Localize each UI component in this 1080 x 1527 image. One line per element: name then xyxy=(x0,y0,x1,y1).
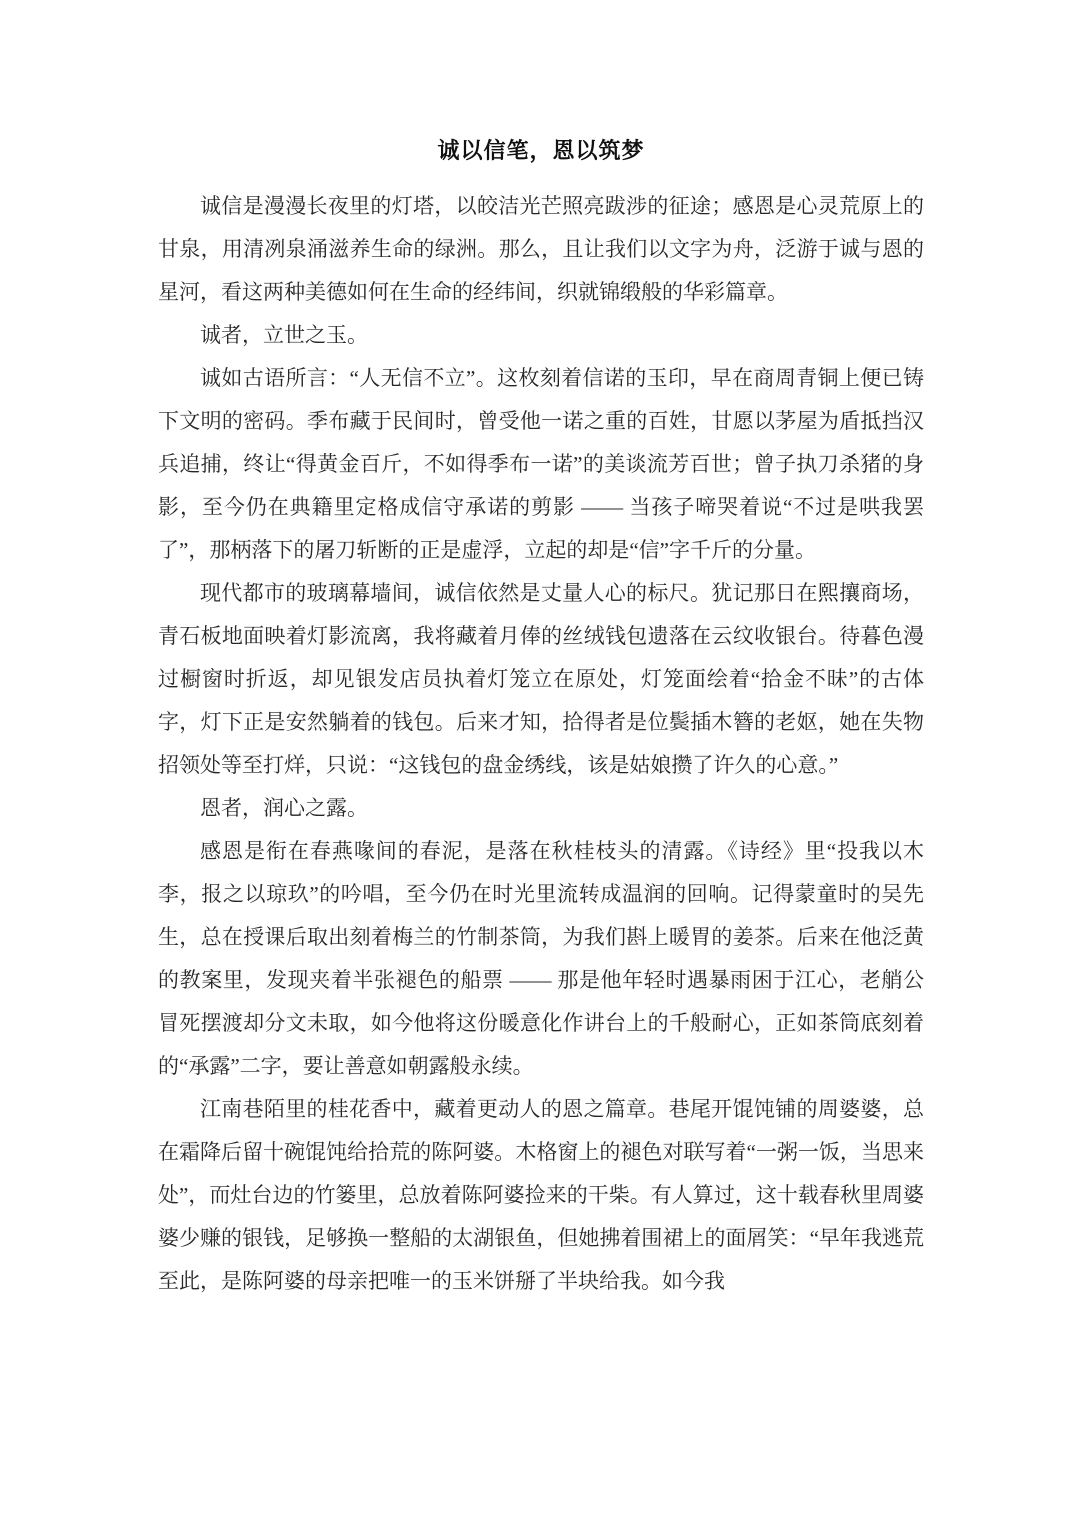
paragraph-gratitude-jiangnan: 江南巷陌里的桂花香中，藏着更动人的恩之篇章。巷尾开馄饨铺的周婆婆，总在霜降后留十碗馄饨给拾荒的陈阿婆。木格窗上的褪色对联写着“一粥一饭，当思来处”，而灶台边的竹篓里，总放着陈阿婆捡来的干柴。有人算过，这十载春秋里周婆婆少赚的银钱，足够换一整船的太湖银鱼，但她拂着围裙上的面屑笑：“早年我逃荒至此，是陈阿婆的母亲把唯一的玉米饼掰了半块给我。如今我 xyxy=(158,1097,924,1293)
paragraph-honesty-heading: 诚者，立世之玉。 xyxy=(200,323,368,347)
paragraph-gratitude-heading: 恩者，润心之露。 xyxy=(200,796,368,820)
paragraph-honesty-history: 诚如古语所言：“人无信不立”。这枚刻着信诺的玉印，早在商周青铜上便已铸下文明的密码。季布藏于民间时，曾受他一诺之重的百姓，甘愿以茅屋为盾抵挡汉兵追捕，终让“得黄金百斤，不如得季布一诺”的美谈流芳百世；曾子执刀杀猪的身影，至今仍在典籍里定格成信守承诺的剪影 —— 当孩子啼哭着说“不过是哄我罢了”，那柄落下的屠刀斩断的正是虚浮，立起的却是“信”字千斤的分量。 xyxy=(158,366,924,562)
paragraph-honesty-modern: 现代都市的玻璃幕墙间，诚信依然是丈量人心的标尺。犹记那日在熙攘商场，青石板地面映着灯影流离，我将藏着月俸的丝绒钱包遗落在云纹收银台。待暮色漫过橱窗时折返，却见银发店员执着灯笼立在原处，灯笼面绘着“拾金不昧”的古体字，灯下正是安然躺着的钱包。后来才知，拾得者是位鬓插木簪的老妪，她在失物招领处等至打烊，只说：“这钱包的盘金绣线，该是姑娘攒了许久的心意。” xyxy=(158,581,924,777)
document-body xyxy=(158,185,924,1303)
paragraph-gratitude-teacher: 感恩是衔在春燕喙间的春泥，是落在秋桂枝头的清露。《诗经》里“投我以木李，报之以琼玖”的吟唱，至今仍在时光里流转成温润的回响。记得蒙童时的吴先生，总在授课后取出刻着梅兰的竹制茶筒，为我们斟上暖胃的姜茶。后来在他泛黄的教案里，发现夹着半张褪色的船票 —— 那是他年轻时遇暴雨困于江心，老艄公冒死摆渡却分文未取，如今他将这份暖意化作讲台上的千般耐心，正如茶筒底刻着的“承露”二字，要让善意如朝露般永续。 xyxy=(158,839,924,1078)
paragraph-intro: 诚信是漫漫长夜里的灯塔，以皎洁光芒照亮跋涉的征途；感恩是心灵荒原上的甘泉，用清冽泉涌滋养生命的绿洲。那么，且让我们以文字为舟，泛游于诚与恩的星河，看这两种美德如何在生命的经纬间，织就锦缎般的华彩篇章。 xyxy=(158,194,924,304)
document-title: 诚以信笔，恩以筑梦 xyxy=(437,138,645,163)
